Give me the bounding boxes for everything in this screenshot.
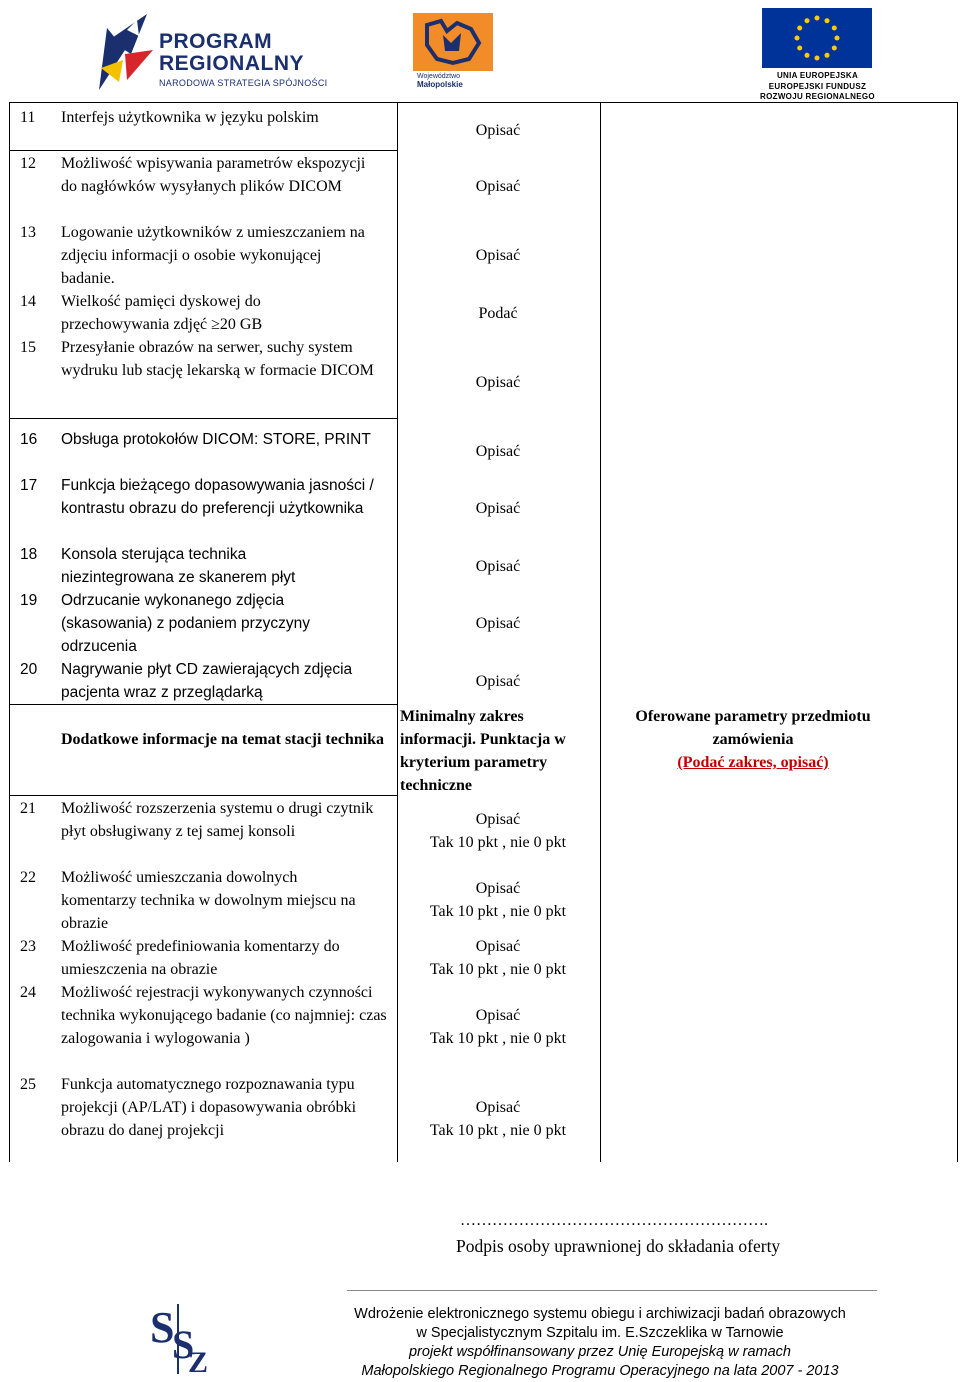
col3-header: Minimalny zakres informacji. Punktacja w kryterium parametry techniczne bbox=[400, 708, 566, 794]
row-score: Tak 10 pkt , nie 0 pkt bbox=[429, 834, 567, 851]
program-subtitle: NARODOWA STRATEGIA SPÓJNOŚCI bbox=[159, 78, 328, 88]
row-number: 19 bbox=[20, 592, 38, 609]
footer-line4: Małopolskiego Regionalnego Programu Operacyjnego na lata 2007 - 2013 bbox=[361, 1363, 839, 1379]
row-number: 17 bbox=[20, 477, 38, 494]
row-score: Tak 10 pkt , nie 0 pkt bbox=[429, 961, 567, 978]
malopolska-caption-line2: Małopolskie bbox=[417, 80, 463, 89]
row-description: Odrzucanie wykonanego zdjęcia (skasowania) z podaniem przyczyny odrzucenia bbox=[61, 592, 310, 655]
program-regionalny-logo bbox=[97, 8, 347, 96]
eu-line1: UNIA EUROPEJSKA bbox=[776, 71, 859, 80]
row-description: Wielkość pamięci dyskowej do przechowywania zdjęć ≥20 GB bbox=[61, 293, 263, 333]
row-score: Tak 10 pkt , nie 0 pkt bbox=[429, 903, 567, 920]
row-description: Możliwość wpisywania parametrów ekspozycji do nagłówków wysyłanych plików DICOM bbox=[61, 155, 366, 195]
row-number: 23 bbox=[20, 938, 36, 955]
footer-line3: projekt współfinansowany przez Unię Europejską w ramach bbox=[408, 1344, 791, 1360]
row-requirement: Opisać bbox=[475, 811, 521, 828]
row-number: 22 bbox=[20, 869, 36, 886]
eu-logo bbox=[755, 8, 880, 104]
row-number: 21 bbox=[20, 800, 36, 817]
row-number: 24 bbox=[20, 984, 36, 1001]
footer-divider bbox=[347, 1290, 877, 1291]
signature-label: Podpis osoby uprawnionej do składania oferty bbox=[456, 1236, 781, 1256]
row-number: 18 bbox=[20, 546, 38, 563]
hospital-ssz-icon bbox=[148, 1300, 218, 1375]
footer-line2: w Specjalistycznym Szpitalu im. E.Szczeklika w Tarnowie bbox=[416, 1325, 784, 1341]
section-title: Dodatkowe informacje na temat stacji technika bbox=[61, 731, 385, 748]
row-requirement: Opisać bbox=[475, 1007, 521, 1024]
row-description: Możliwość predefiniowania komentarzy do umieszczenia na obrazie bbox=[61, 938, 340, 978]
col4-header-title: Oferowane parametry przedmiotu zamówienia bbox=[635, 708, 871, 748]
row-requirement: Opisać bbox=[475, 374, 521, 391]
row-description: Funkcja bieżącego dopasowywania jasności / kontrastu obrazu do preferencji użytkownika bbox=[61, 477, 374, 517]
row-description: Możliwość umieszczania dowolnych komentarzy technika w dowolnym miejscu na obrazie bbox=[61, 869, 356, 932]
row-description: Nagrywanie płyt CD zawierających zdjęcia pacjenta wraz z przeglądarką bbox=[61, 661, 353, 701]
row-requirement: Opisać bbox=[475, 673, 521, 690]
row-number: 13 bbox=[20, 224, 36, 241]
row-number: 16 bbox=[20, 431, 38, 448]
row-number: 20 bbox=[20, 661, 38, 678]
row-requirement: Opisać bbox=[475, 500, 521, 517]
svg-text:S: S bbox=[172, 1322, 195, 1367]
row-number: 11 bbox=[20, 109, 36, 126]
program-title: PROGRAM bbox=[159, 30, 273, 53]
row-description: Logowanie użytkowników z umieszczaniem na zdjęciu informacji o osobie wykonującej badanie. bbox=[61, 224, 365, 287]
row-description: Konsola sterująca technika niezintegrowana ze skanerem płyt bbox=[61, 546, 296, 586]
row-requirement: Opisać bbox=[475, 938, 521, 955]
row-requirement: Opisać bbox=[475, 443, 521, 460]
col4-header-note: (Podać zakres, opisać) bbox=[677, 754, 829, 771]
svg-text:S: S bbox=[150, 1303, 175, 1352]
row-requirement: Opisać bbox=[475, 1099, 521, 1116]
row-number: 12 bbox=[20, 155, 36, 172]
row-description: Przesyłanie obrazów na serwer, suchy system wydruku lub stację lekarską w formacie DICOM bbox=[61, 339, 374, 379]
row-requirement: Podać bbox=[478, 305, 518, 322]
row-description: Możliwość rozszerzenia systemu o drugi czytnik płyt obsługiwany z tej samej konsoli bbox=[61, 800, 374, 840]
eu-flag-icon bbox=[762, 8, 872, 68]
row-score: Tak 10 pkt , nie 0 pkt bbox=[429, 1030, 567, 1047]
row-requirement: Opisać bbox=[475, 122, 521, 139]
program-regionalny-emblem-icon bbox=[97, 10, 155, 92]
row-requirement: Opisać bbox=[475, 247, 521, 264]
row-number: 25 bbox=[20, 1076, 36, 1093]
row-requirement: Opisać bbox=[475, 615, 521, 632]
malopolska-logo bbox=[413, 13, 493, 93]
malopolska-caption bbox=[417, 73, 463, 89]
row-number: 14 bbox=[20, 293, 36, 310]
malopolska-caption-line1: Województwo bbox=[417, 73, 461, 80]
eu-line2: EUROPEJSKI FUNDUSZ bbox=[768, 82, 867, 91]
col4-header bbox=[604, 705, 902, 774]
row-description: Funkcja automatycznego rozpoznawania typu projekcji (AP/LAT) i dopasowywania obróbki obrazu do danej projekcji bbox=[61, 1076, 357, 1139]
malopolska-emblem-icon bbox=[413, 13, 493, 71]
row-number: 15 bbox=[20, 339, 36, 356]
row-description: Obsługa protokołów DICOM: STORE, PRINT bbox=[61, 431, 371, 448]
eu-line3: ROZWOJU REGIONALNEGO bbox=[760, 92, 875, 101]
row-description: Możliwość rejestracji wykonywanych czynności technika wykonującego badanie (co najmniej: czas zalogowania i wylogowania ) bbox=[61, 984, 387, 1047]
signature-line: …………………………………………………. bbox=[460, 1212, 768, 1229]
row-score: Tak 10 pkt , nie 0 pkt bbox=[429, 1122, 567, 1139]
regionalny-title: REGIONALNY bbox=[159, 52, 305, 75]
row-requirement: Opisać bbox=[475, 178, 521, 195]
svg-text:Z: Z bbox=[188, 1346, 209, 1375]
row-requirement: Opisać bbox=[475, 558, 521, 575]
row-requirement: Opisać bbox=[475, 880, 521, 897]
footer-line1: Wdrożenie elektronicznego systemu obiegu i archiwizacji badań obrazowych bbox=[354, 1306, 846, 1322]
hospital-logo bbox=[148, 1300, 218, 1375]
row-description: Interfejs użytkownika w języku polskim bbox=[61, 109, 319, 126]
